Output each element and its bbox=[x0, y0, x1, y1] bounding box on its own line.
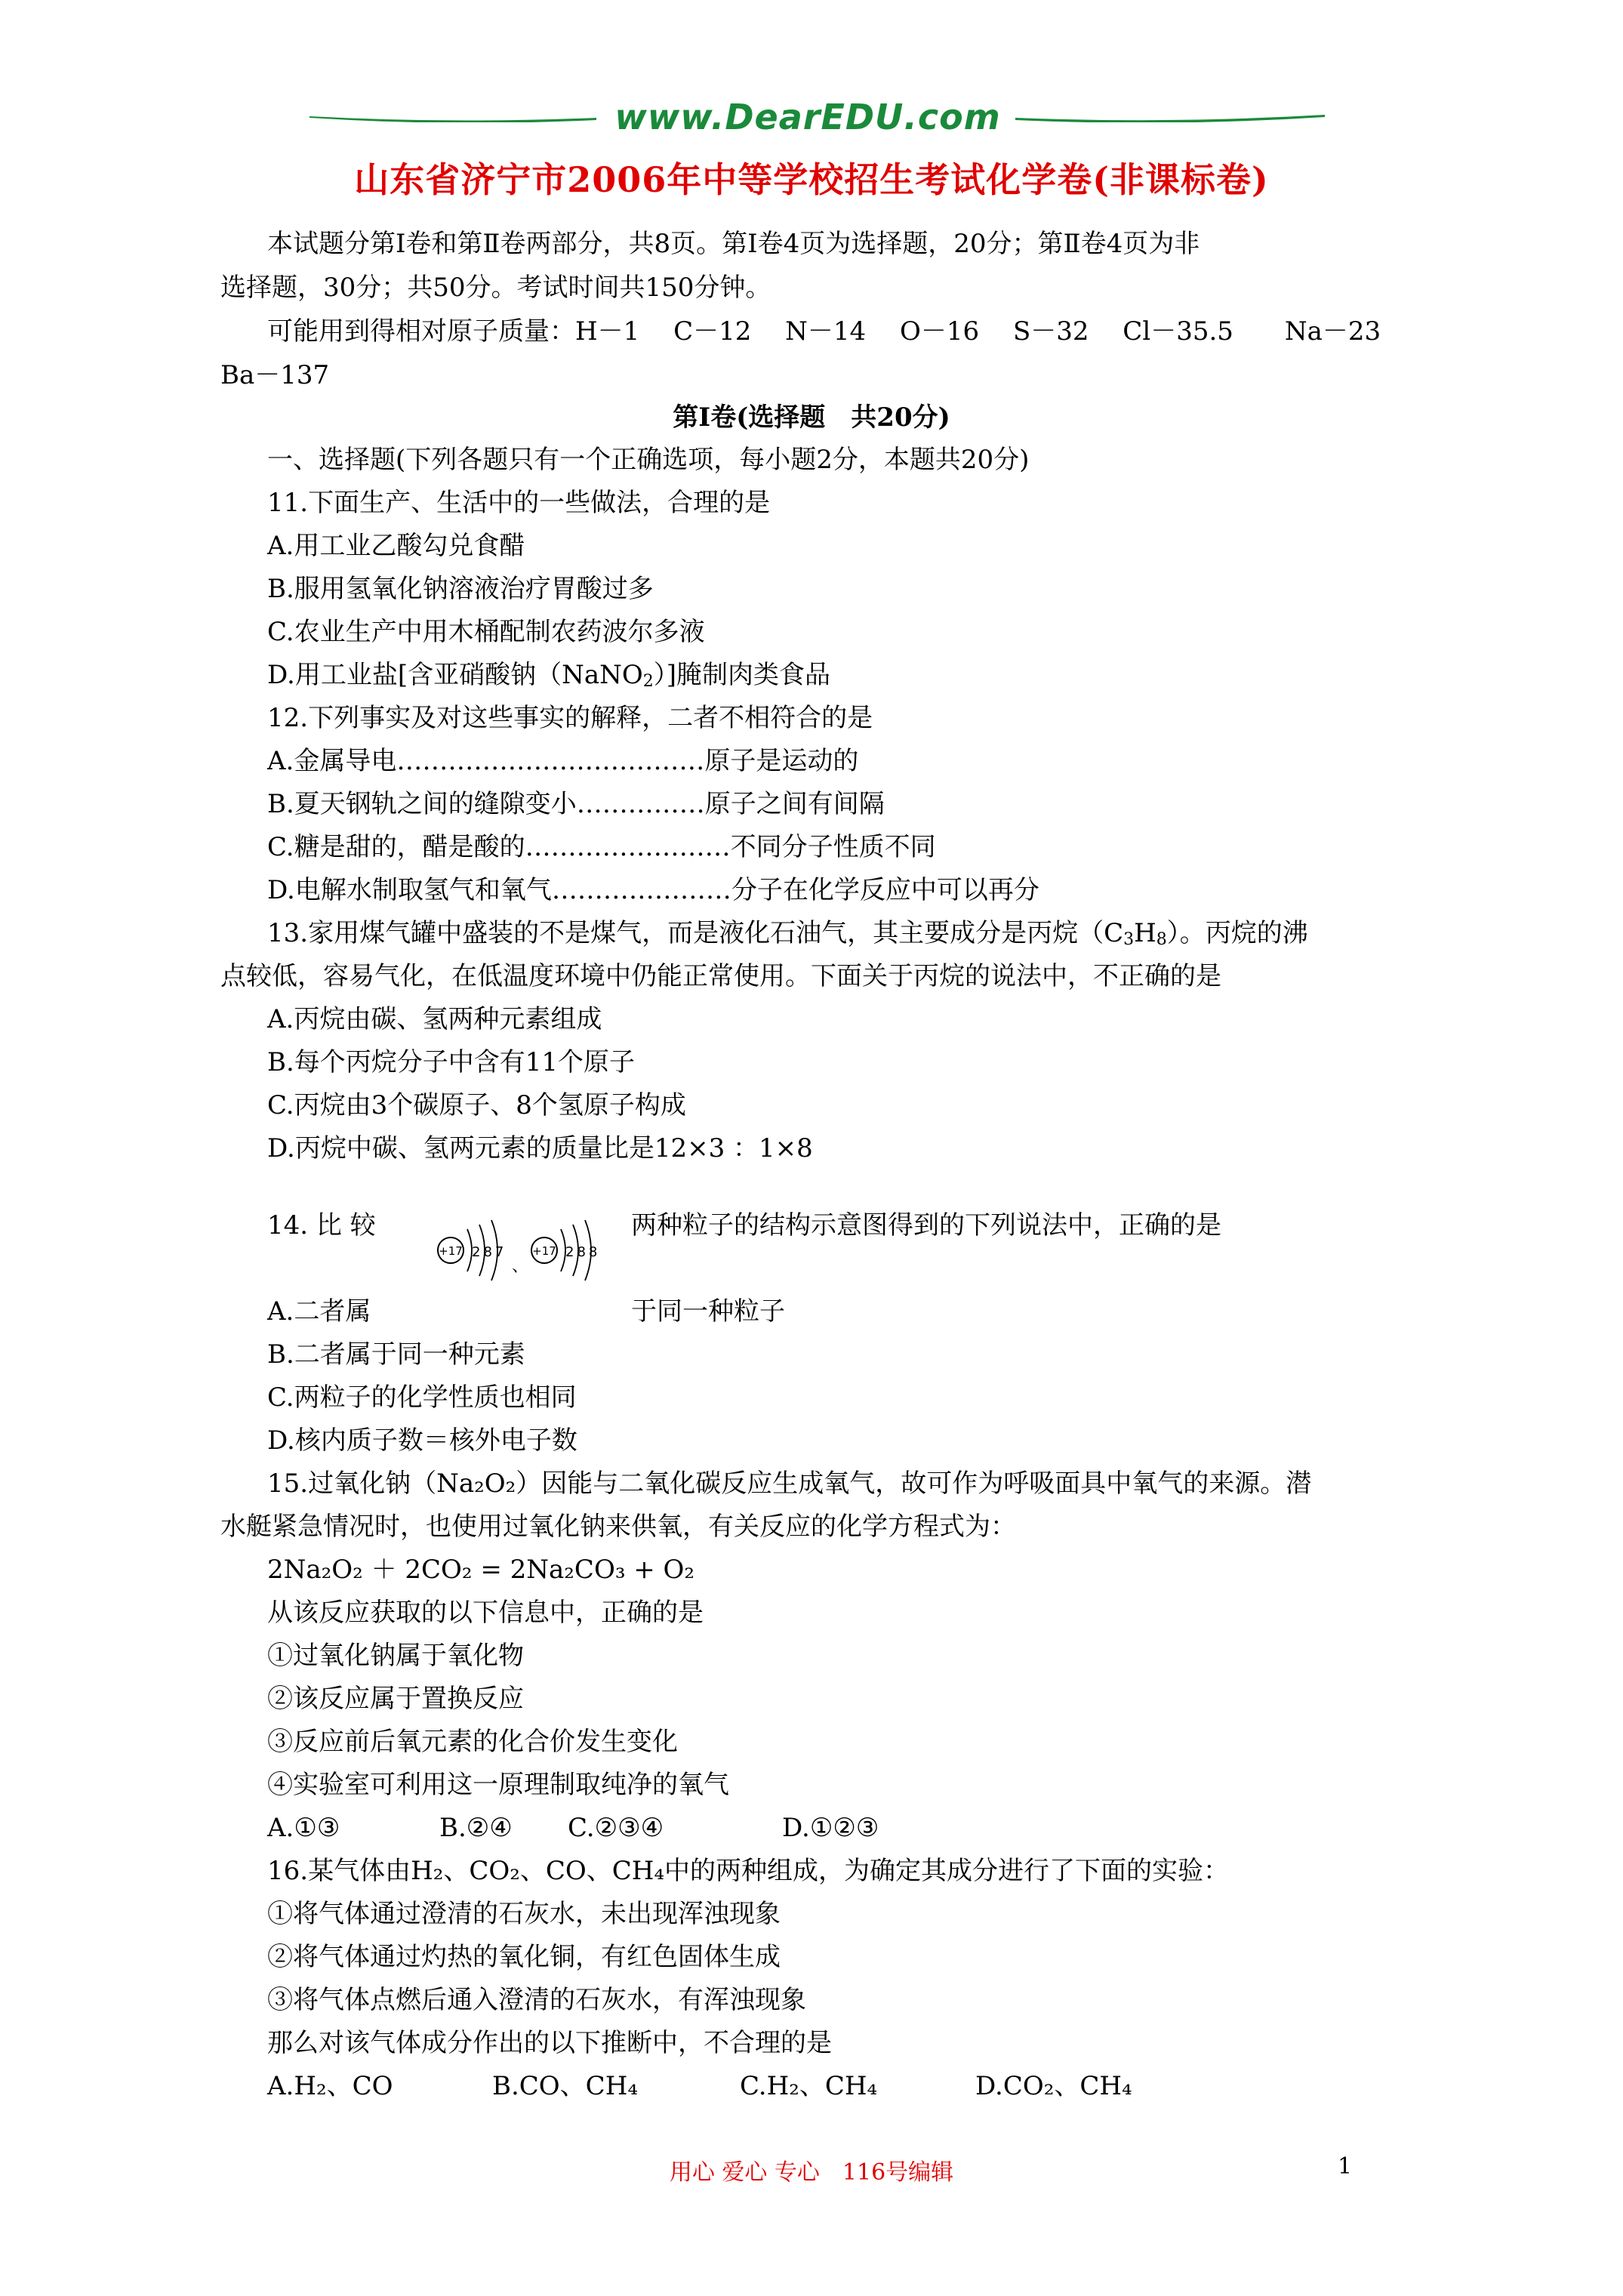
q11-option-a: A.用工业乙酸勾兑食醋 bbox=[267, 531, 525, 561]
q16-option-a: A.H₂、CO bbox=[267, 2071, 393, 2101]
q15-option-d: D.①②③ bbox=[782, 1813, 879, 1843]
q15-equation: 2Na₂O₂ ＋ 2CO₂ = 2Na₂CO₃ + O₂ bbox=[267, 1555, 695, 1585]
q13-stem-line-1: 13.家用煤气罐中盛装的不是煤气，而是液化石油气，其主要成分是丙烷$(C_3H_8)$。丙烷的沸 bbox=[267, 918, 1308, 949]
q13-stem-line-2: 点较低，容易气化，在低温度环境中仍能正常使用。下面关于丙烷的说法中，不正确的是 bbox=[220, 961, 1221, 991]
q15-stem-line-1: 15.过氧化钠（Na₂O₂）因能与二氧化碳反应生成氧气，故可作为呼吸面具中氧气的来源。潜 bbox=[267, 1469, 1312, 1499]
q11-option-d: D.用工业盐[含亚硝酸钠（NaNO$_2$）]腌制肉类食品 bbox=[267, 660, 831, 691]
q12-option-a: A.金属导电………………………………原子是运动的 bbox=[267, 746, 859, 776]
intro-atomic-masses: 可能用到得相对原子质量：H－1 C－12 N－14 O－16 S－32 Cl－35.5 Na－23 bbox=[267, 316, 1381, 347]
q16-stem: 16.某气体由H₂、CO₂、CO、CH₄中的两种组成，为确定其成分进行了下面的实验： bbox=[267, 1856, 1230, 1886]
atom-structure-2 bbox=[531, 1220, 600, 1281]
q13-option-c: C.丙烷由3个碳原子、8个氢原子构成 bbox=[267, 1090, 686, 1120]
q15-question: 从该反应获取的以下信息中，正确的是 bbox=[267, 1598, 704, 1628]
header-decoration-right bbox=[1015, 113, 1325, 122]
q16-option-c: C.H₂、CH₄ bbox=[740, 2071, 878, 2101]
exam-title: 山东省济宁市2006年中等学校招生考试化学卷(非课标卷) bbox=[354, 159, 1269, 200]
q14-option-c: C.两粒子的化学性质也相同 bbox=[267, 1382, 577, 1413]
svg-text:287: 287 bbox=[472, 1244, 507, 1260]
q14-separator: 、 bbox=[512, 1257, 529, 1276]
q14-lead: 14. 比 较 bbox=[267, 1210, 376, 1240]
q12-option-c: C.糖是甜的，醋是酸的……………………不同分子性质不同 bbox=[267, 832, 936, 862]
q13-option-b: B.每个丙烷分子中含有11个原子 bbox=[267, 1047, 636, 1077]
q15-option-b: B.②④ bbox=[439, 1813, 513, 1843]
q14-option-a-end: 于同一种粒子 bbox=[631, 1296, 785, 1327]
intro-line-2: 选择题，30分；共50分。考试时间共150分钟。 bbox=[220, 273, 771, 303]
page-footer: 用心 爱心 专心 116号编辑 bbox=[669, 2159, 954, 2186]
q15-option-c: C.②③④ bbox=[568, 1813, 664, 1843]
atom-structure-1 bbox=[438, 1220, 507, 1281]
q15-statement-2: ②该反应属于置换反应 bbox=[267, 1684, 524, 1714]
svg-text:+17: +17 bbox=[439, 1244, 463, 1258]
q12-option-b: B.夏天钢轨之间的缝隙变小……………原子之间有间隔 bbox=[267, 789, 885, 819]
section-heading: 第Ⅰ卷(选择题 共20分) bbox=[673, 402, 950, 433]
q11-stem: 11.下面生产、生活中的一些做法，合理的是 bbox=[267, 488, 771, 518]
q12-option-d: D.电解水制取氢气和氧气…………………分子在化学反应中可以再分 bbox=[267, 875, 1039, 905]
q14-option-b: B.二者属于同一种元素 bbox=[267, 1339, 525, 1370]
q15-statement-4: ④实验室可利用这一原理制取纯净的氧气 bbox=[267, 1770, 729, 1800]
q13-option-d: D.丙烷中碳、氢两元素的质量比是12×3 ：1×8 bbox=[267, 1133, 813, 1163]
intro-atomic-masses-cont: Ba－137 bbox=[220, 360, 330, 390]
intro-line-1: 本试题分第Ⅰ卷和第Ⅱ卷两部分，共8页。第Ⅰ卷4页为选择题，20分；第Ⅱ卷4页为非 bbox=[267, 229, 1200, 259]
q15-stem-line-2: 水艇紧急情况时，也使用过氧化钠来供氧，有关反应的化学方程式为： bbox=[220, 1512, 1016, 1542]
q11-option-c: C.农业生产中用木桶配制农药波尔多液 bbox=[267, 617, 705, 647]
q14-option-a-start: A.二者属 bbox=[267, 1296, 371, 1327]
q16-question: 那么对该气体成分作出的以下推断中，不合理的是 bbox=[267, 2028, 832, 2058]
q15-statement-3: ③反应前后氧元素的化合价发生变化 bbox=[267, 1727, 678, 1757]
svg-text:288: 288 bbox=[565, 1244, 601, 1260]
atom-structure-diagram bbox=[434, 1199, 608, 1282]
q11-option-b: B.服用氢氧化钠溶液治疗胃酸过多 bbox=[267, 574, 654, 604]
q14-stem: 两种粒子的结构示意图得到的下列说法中，正确的是 bbox=[631, 1210, 1221, 1240]
header-site-name: www.DearEDU.com bbox=[614, 97, 1001, 137]
q16-step-1: ①将气体通过澄清的石灰水，未出现浑浊现象 bbox=[267, 1899, 781, 1929]
part-heading: 一、选择题(下列各题只有一个正确选项，每小题2分，本题共20分) bbox=[267, 445, 1030, 475]
svg-text:+17: +17 bbox=[532, 1244, 556, 1258]
q16-step-3: ③将气体点燃后通入澄清的石灰水，有浑浊现象 bbox=[267, 1985, 806, 2015]
q12-stem: 12.下列事实及对这些事实的解释，二者不相符合的是 bbox=[267, 703, 873, 733]
page-number: 1 bbox=[1338, 2153, 1353, 2180]
q13-option-a: A.丙烷由碳、氢两种元素组成 bbox=[267, 1004, 602, 1034]
q14-option-d: D.核内质子数＝核外电子数 bbox=[267, 1425, 577, 1456]
q16-option-b: B.CO、CH₄ bbox=[492, 2071, 638, 2101]
q16-step-2: ②将气体通过灼热的氧化铜，有红色固体生成 bbox=[267, 1942, 781, 1972]
q15-option-a: A.①③ bbox=[267, 1813, 340, 1843]
q15-statement-1: ①过氧化钠属于氧化物 bbox=[267, 1641, 524, 1671]
q16-option-d: D.CO₂、CH₄ bbox=[975, 2071, 1132, 2101]
header-decoration-left bbox=[310, 113, 596, 122]
